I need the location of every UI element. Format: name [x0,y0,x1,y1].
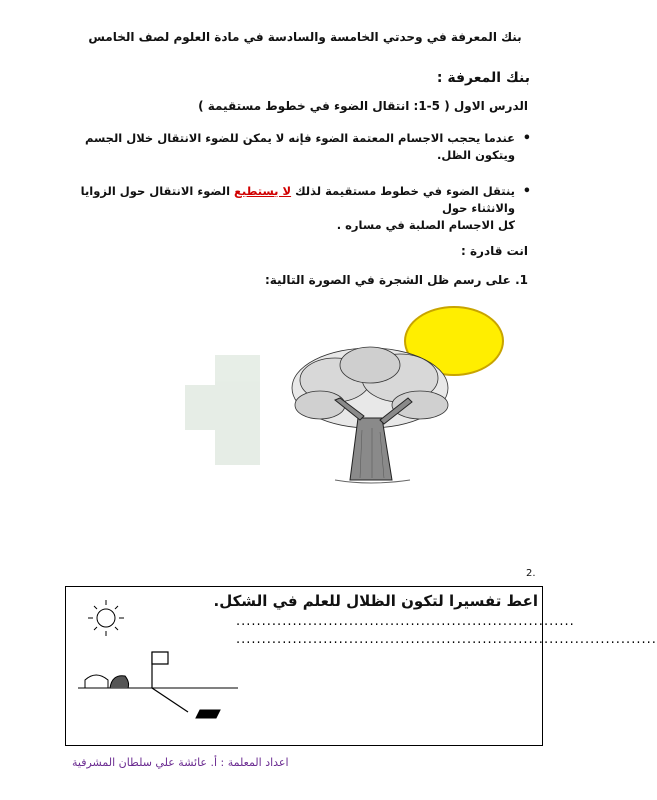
question-2-title: اعط تفسيرا لتكون الظلال للعلم في الشكل. [213,592,538,610]
bullet-item [65,130,531,164]
section-title: بنك المعرفة : [436,70,530,86]
bullet-emphasis: لا يستطيع [234,184,292,198]
bullet-dot-icon: • [522,184,531,199]
flag-shadow [152,688,220,718]
lesson-prefix: الدرس الاول [453,99,528,113]
lesson-title [198,99,528,113]
answer-line-1[interactable]: .................................................................. [236,614,575,629]
bullet-text-part1: ينتقل الضوء في خطوط مستقيمة لذلك [291,184,515,198]
flag-shadow-figure [70,596,245,731]
question-2-number: 2. [526,568,536,579]
footer-author: اعداد المعلمة : أ. عائشة علي سلطان المشرفية [72,756,289,769]
bullet-dot-icon: • [522,131,531,146]
answer-line-2[interactable]: .................................................................................. [236,632,657,647]
tree-image [280,340,460,490]
question-1 [265,273,528,287]
page-header-title: بنك المعرفة في وحدتي الخامسة والسادسة في مادة العلوم لصف الخامس [88,30,522,44]
bullet-text: عندما يحجب الاجسام المعتمة الضوء فإنه لا يمكن للضوء الانتقال خلال الجسم ويتكون الظل. [84,131,515,162]
house-icon [85,675,129,688]
lesson-name: ( 5-1: انتقال الضوء في خطوط مستقيمة ) [198,99,450,113]
question-1-text: على رسم ظل الشجرة في الصورة التالية: [264,273,511,287]
bullet-item [65,183,531,234]
flag-icon [152,652,168,688]
question-1-number: 1. [515,273,528,287]
bullet-text-part2: الضوء الانتقال حول الزوايا والانثناء حول [80,184,515,215]
sun-icon [88,600,124,636]
watermark-logo [185,355,295,465]
able-heading: انت قادرة : [461,244,528,258]
bullet-text-line2: كل الاجسام الصلبة في مساره . [336,218,515,232]
